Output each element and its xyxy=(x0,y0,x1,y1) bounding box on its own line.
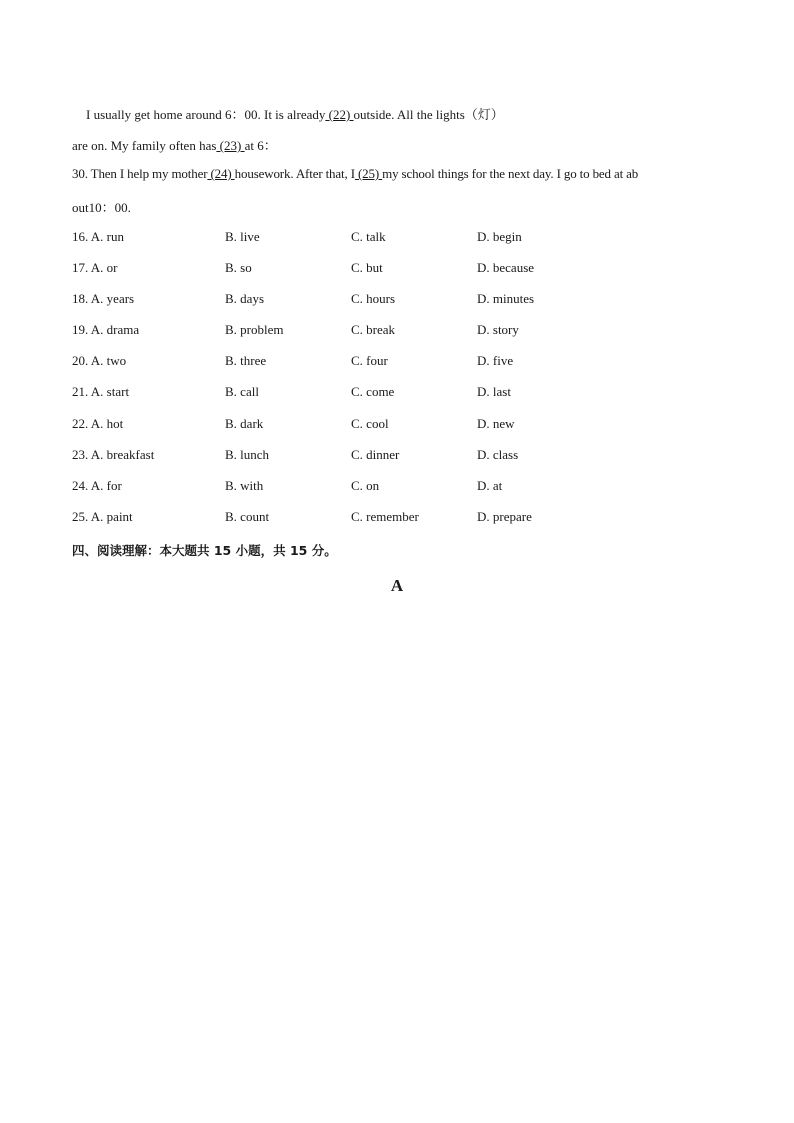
option-b: B. count xyxy=(225,509,270,524)
passage-text: 30. Then I help my mother xyxy=(72,166,208,181)
option-d: D. last xyxy=(477,384,511,399)
section-heading: 四、阅读理解：本大题共 15 小题，共 15 分。 xyxy=(72,543,337,558)
question-row xyxy=(0,260,794,280)
option-d: D. minutes xyxy=(477,291,535,306)
question-row xyxy=(0,384,794,404)
passage-text: outside. All the lights（灯） xyxy=(353,107,504,122)
option-d: D. story xyxy=(477,322,519,337)
option-b: B. days xyxy=(225,291,264,306)
option-a: 23. A. breakfast xyxy=(72,447,155,462)
option-d: D. class xyxy=(477,447,519,462)
option-a: 17. A. or xyxy=(72,260,118,275)
passage-text: are on. My family often has xyxy=(72,138,217,153)
option-c: C. cool xyxy=(351,416,389,431)
option-c: C. remember xyxy=(351,509,419,524)
passage-line-1 xyxy=(86,104,504,123)
option-c: C. but xyxy=(351,260,383,275)
option-d: D. begin xyxy=(477,229,522,244)
passage-line-4 xyxy=(72,197,131,216)
option-a: 22. A. hot xyxy=(72,416,124,431)
option-b: B. with xyxy=(225,478,264,493)
passage-text: housework. After that, I xyxy=(234,166,355,181)
question-row xyxy=(0,353,794,373)
blank-25: (25) xyxy=(354,166,383,181)
passage-title: A xyxy=(390,576,404,595)
question-row xyxy=(0,509,794,529)
question-row xyxy=(0,229,794,249)
option-d: D. because xyxy=(477,260,535,275)
option-c: C. on xyxy=(351,478,380,493)
option-c: C. break xyxy=(351,322,396,337)
question-row xyxy=(0,447,794,467)
passage-text: I usually get home around 6：00. It is already xyxy=(86,107,326,122)
option-d: D. new xyxy=(477,416,515,431)
blank-24: (24) xyxy=(207,166,235,181)
passage-line-3 xyxy=(72,166,638,182)
option-c: C. come xyxy=(351,384,395,399)
option-c: C. hours xyxy=(351,291,396,306)
option-a: 19. A. drama xyxy=(72,322,140,337)
option-b: B. call xyxy=(225,384,259,399)
option-b: B. three xyxy=(225,353,267,368)
option-b: B. live xyxy=(225,229,260,244)
question-row xyxy=(0,291,794,311)
option-c: C. talk xyxy=(351,229,386,244)
option-b: B. problem xyxy=(225,322,284,337)
passage-text: out10：00. xyxy=(72,200,131,215)
option-a: 25. A. paint xyxy=(72,509,133,524)
passage-text: at 6： xyxy=(244,138,277,153)
option-a: 24. A. for xyxy=(72,478,122,493)
option-b: B. so xyxy=(225,260,252,275)
question-row xyxy=(0,478,794,498)
option-d: D. at xyxy=(477,478,503,493)
option-a: 21. A. start xyxy=(72,384,130,399)
question-row xyxy=(0,322,794,342)
option-b: B. dark xyxy=(225,416,264,431)
option-a: 16. A. run xyxy=(72,229,124,244)
blank-23: (23) xyxy=(216,138,245,153)
option-c: C. dinner xyxy=(351,447,400,462)
question-row xyxy=(0,416,794,436)
option-d: D. prepare xyxy=(477,509,532,524)
blank-22: (22) xyxy=(325,107,354,122)
option-c: C. four xyxy=(351,353,388,368)
option-b: B. lunch xyxy=(225,447,270,462)
passage-text: my school things for the next day. I go to bed at ab xyxy=(382,166,639,181)
option-d: D. five xyxy=(477,353,514,368)
option-a: 20. A. two xyxy=(72,353,127,368)
passage-line-2 xyxy=(72,135,277,154)
option-a: 18. A. years xyxy=(72,291,135,306)
